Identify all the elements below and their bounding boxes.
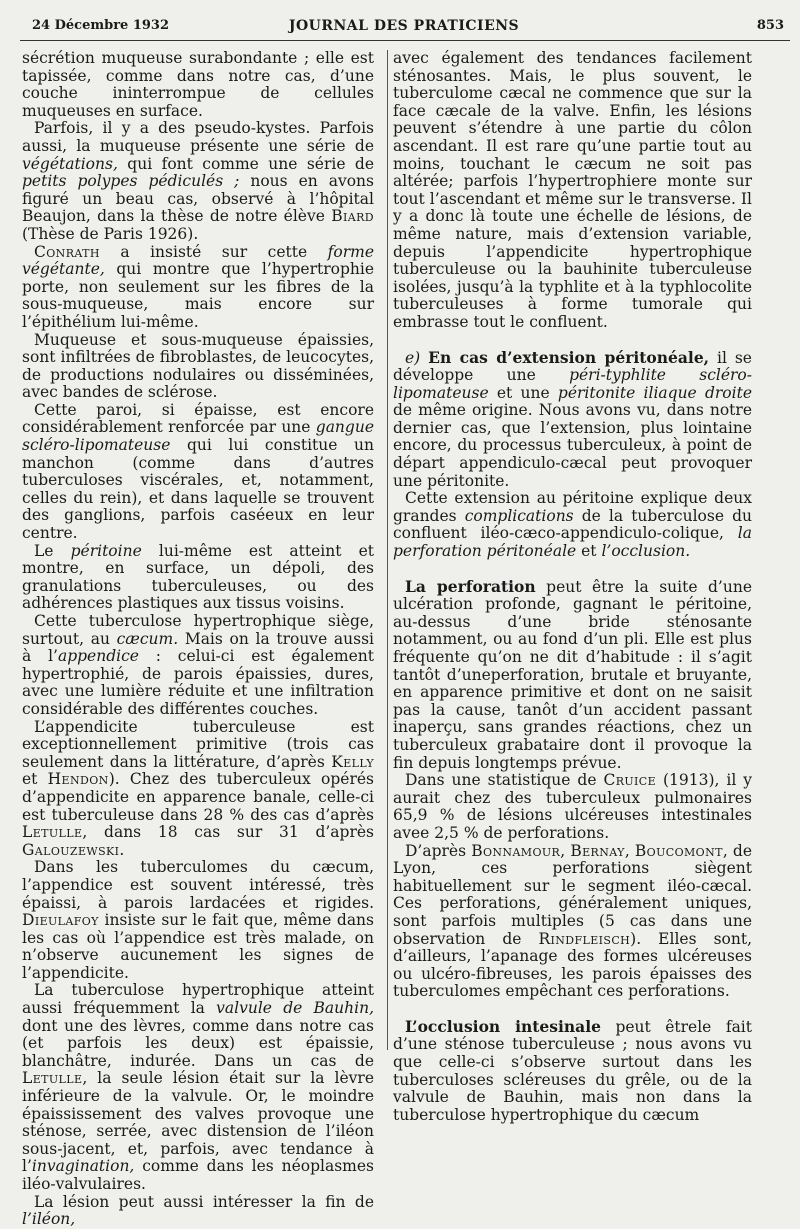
text-run: qui lui constitue un manchon (comme dans d’autres tuberculoses viscérales, et, notamment, celles du rein), et dans laquelle se trouvent des ganglions, parfois caséeux en leur centre. — [22, 436, 374, 543]
text-run: peut être la suite d’une ulcération profonde, gagnant le péritoine, au-dessus d’une bride sténosante notamment, ou au fond d’un pli. Elle est plus fréquente qu’on ne dit d’habitude : il s’agit tantôt d’uneperforation, brutale et bruyante, en apparence primitive et dont on ne saisit pas la cause, tanôt d’un accident passant inaperçu, sans grandes réactions, chez un tuberculeux grabataire dont il provoque la fin depuis longtemps prévue. — [393, 577, 752, 772]
text-run: Bernay — [570, 841, 625, 860]
text-run: peut êtrele fait d’une sténose tuberculeuse ; nous avons vu que celle-ci s’observe surtout dans les tuberculoses scléreuses du grêle, ou de la valvule de Bauhin, mais non dans la tuberculose hypertrophique du cæcum — [393, 1017, 752, 1124]
text-run: complications — [464, 506, 574, 525]
paragraph: Muqueuse et sous-muqueuse épaissies, sont infiltrées de fibroblastes, de leucocytes, de productions nodulaires ou disséminées, avec bandes de sclérose. — [22, 330, 374, 402]
page-number: 853 — [756, 18, 784, 33]
text-run: insiste sur le fait que, même dans les cas où l’appendice est très malade, on n’observe aucunement les signes de l’appendicite. — [22, 911, 374, 982]
text-run: et — [22, 770, 48, 789]
text-run: végétations, — [22, 154, 118, 173]
text-run: nous en avons figuré un beau cas, observé à l’hôpital Beaujon, dans la thèse de notre élève — [22, 172, 374, 226]
text-run: cæcum. — [116, 629, 179, 648]
text-run: Letulle — [22, 1069, 83, 1088]
text-run: Biard — [331, 207, 374, 226]
text-run: Letulle — [22, 823, 83, 842]
paragraph — [393, 772, 752, 842]
text-run: de même origine. Nous avons vu, dans notre dernier cas, que l’extension, plus lointaine encore, du processus tuberculeux, à point de départ appendiculo-cæcal peut provoquer une péritonite. — [393, 401, 752, 490]
text-run: Cette extension au péritoine explique deux grandes — [393, 489, 752, 525]
paragraph — [22, 120, 374, 243]
text-run: l’iléon, — [22, 1210, 76, 1229]
text-run: Cette tuberculose hypertrophique siège, surtout, au — [22, 612, 374, 648]
text-run: D’après — [405, 841, 472, 860]
paragraph: sécrétion muqueuse surabondante ; elle est tapissée, comme dans notre cas, d’une couche ininterrompue de cellules muqueuses en surface. — [22, 49, 374, 120]
left-column — [22, 50, 374, 1229]
text-run: Parfois, il y a des pseudo-kystes. Parfois aussi, la muqueuse présente une série de — [22, 119, 374, 155]
text-run: péritonite iliaque droite — [557, 383, 752, 402]
text-run: qui font comme une série de — [117, 154, 374, 173]
text-run: , de Lyon, ces perforations siègent habituellement sur le segment iléo-cæcal. Ces perforations, généralement uniques, sont parfois multiples (5 cas dans une observation de — [393, 841, 752, 948]
text-run: forme végétante, — [22, 242, 374, 279]
paragraph — [393, 1018, 752, 1125]
text-run: Conrath — [34, 242, 100, 261]
text-run: appendice — [57, 647, 139, 666]
text-run: péri-typhlite scléro-lipomateuse — [393, 366, 753, 402]
text-run: comme dans les néoplasmes iléo-valvulaires. — [22, 1157, 374, 1193]
text-run: (Thèse de Paris 1926). — [22, 224, 199, 243]
text-run: Dans les tuberculomes du cæcum, l’appendice est souvent intéressé, très épaissi, à parois lardacées et rigides. — [22, 858, 374, 912]
text-run: : celui-ci est également hypertrophié, de parois épaissies, dures, avec une lumière réduite et une infiltration considérable des différentes couches. — [22, 647, 374, 718]
text-run: e) — [405, 348, 429, 367]
header-date: 24 Décembre 1932 — [32, 18, 170, 33]
text-run: l’occlusion. — [601, 542, 691, 561]
paragraph — [393, 843, 752, 1001]
text-run: invagination, — [31, 1157, 135, 1176]
text-run: Rindfleisch — [538, 929, 631, 948]
text-run: a insisté sur cette — [99, 242, 328, 261]
text-run: L’occlusion intesinale — [405, 1016, 601, 1036]
text-run: , dans 18 cas sur 31 d’après — [82, 823, 374, 842]
paragraph: avec également des tendances facilement sténosantes. Mais, le plus souvent, le tuberculome cæcal ne commence que sur la face cæcale de la valve. Enfin, les lésions peuvent s’étendre à une partie du côlon ascendant. Il est rare qu’une partie tout au moins, touchant le cæcum ne soit pas altérée; parfois l’hypertrophiere monte sur tout l’ascendant et même sur le transverse. Il y a donc là toute une échelle de lésions, de même nature, mais d’extension variable, depuis l’appendicite hypertrophique tuberculeuse ou la bauhinite tuberculeuse isolées, jusqu’à la typhlite et à la typhlocolite tuberculeuses à forme tumorale qui embrasse tout le confluent. — [393, 49, 752, 331]
paragraph — [22, 859, 374, 982]
text-run: Bonnamour — [471, 841, 561, 860]
right-column — [393, 50, 752, 1124]
text-run: ). Chez des tuberculeux opérés d’appendicite en apparence banale, celle-ci est tuberculeuse dans 28 % des cas d’après — [22, 770, 374, 824]
text-run: , la seule lésion était sur la lèvre inférieure de la valvule. Or, le moindre épaississement des valves provoque une sténose, serrée, avec distension de l’iléon sous-jacent, et, parfois, avec tendance à l’ — [22, 1069, 374, 1176]
text-run: , — [560, 841, 571, 860]
text-run: péritoine — [70, 541, 142, 560]
text-run: Cruice — [603, 771, 657, 790]
text-run: lui-même est atteint et montre, en surface, un dépoli, des granulations tuberculeuses, ou des adhérences plastiques aux tissus voisins. — [22, 541, 374, 613]
text-run: Dans une statistique de — [405, 771, 604, 790]
text-run: La lésion peut aussi intéresser la fin de — [34, 1192, 374, 1211]
paragraph — [22, 982, 374, 1193]
running-header — [22, 18, 786, 40]
text-run: petits polypes pédiculés ; — [22, 172, 240, 191]
text-run: la perforation péritonéale — [393, 524, 752, 561]
text-run: ). Elles sont, d’ailleurs, l’apanage des formes ulcéreuses ou ulcéro-fibreuses, les parois épaisses des tuberculomes empêchant ces perforations. — [393, 929, 752, 1001]
text-run: Le — [34, 541, 71, 560]
paragraph — [393, 578, 752, 773]
paragraph — [22, 543, 374, 613]
text-run: Mais on la trouve aussi à l’ — [22, 629, 374, 666]
text-run: L’appendicite tuberculeuse est exceptionnellement primitive (trois cas seulement dans la littérature, d’après — [22, 717, 374, 771]
text-run: gangue scléro-lipomateuse — [22, 418, 374, 455]
text-run: qui montre que l’hypertrophie porte, non seulement sur les fibres de la sous-muqueuse, mais encore sur l’épithélium lui-même. — [22, 260, 374, 331]
paragraph — [22, 719, 374, 860]
text-run: , — [624, 841, 635, 860]
column-divider — [387, 50, 388, 1050]
paragraph — [22, 613, 374, 719]
paragraph — [22, 402, 374, 543]
paragraph — [393, 349, 752, 491]
paragraph — [393, 490, 752, 560]
text-run: Kelly — [331, 752, 374, 771]
text-run: Boucomont — [634, 841, 723, 860]
text-run: valvule de Bauhin, — [216, 999, 374, 1018]
journal-title: JOURNAL DES PRATICIENS — [288, 18, 520, 34]
paragraph — [22, 1194, 374, 1229]
text-run: Galouzewski — [22, 840, 120, 859]
header-rule — [20, 40, 790, 41]
text-run: de la tuberculose du confluent iléo-cæco-appendiculo-colique, — [393, 506, 752, 543]
text-run: La tuberculose hypertrophique atteint aussi fréquemment la — [22, 981, 374, 1018]
text-run: Cette paroi, si épaisse, est encore considérablement renforcée par une — [22, 400, 374, 437]
text-run: et — [576, 542, 602, 561]
text-run: La perforation — [405, 576, 536, 596]
text-run: dont une des lèvres, comme dans notre cas (et parfois les deux) est épaissie, blanchâtre, indurée. Dans un cas de — [22, 1016, 374, 1070]
text-run: (1913), il y aurait chez des tuberculeux pulmonaires 65,9 % de lésions ulcéreuses intestinales avee 2,5 % de perforations. — [393, 771, 753, 842]
text-run: Hendon — [47, 770, 109, 789]
text-run: En cas d’extension péritonéale, — [428, 347, 710, 367]
text-run: il se développe une — [393, 348, 752, 385]
text-run: et une — [488, 383, 558, 402]
text-run: Dieulafoy — [22, 911, 99, 930]
text-run: . — [119, 840, 125, 859]
paragraph — [22, 244, 374, 332]
